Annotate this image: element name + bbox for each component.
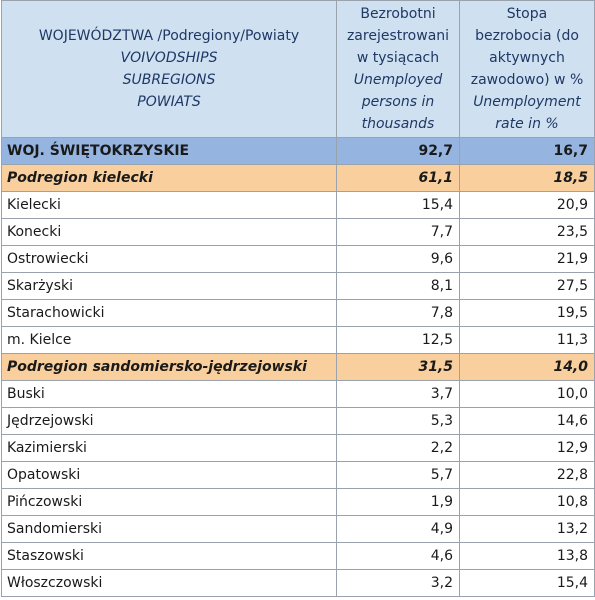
table-row: [2, 462, 595, 489]
unemployed-cell: 4,6: [337, 543, 460, 570]
table-row: [2, 246, 595, 273]
unemployed-cell: 5,7: [337, 462, 460, 489]
unemployed-cell: 4,9: [337, 516, 460, 543]
rate-cell: 21,9: [460, 246, 595, 273]
table-row: [2, 327, 595, 354]
region-name-cell: Podregion sandomiersko-jędrzejowski: [2, 354, 337, 381]
table-row: [2, 219, 595, 246]
region-name-cell: Kazimierski: [2, 435, 337, 462]
header-rate-pl-1: Stopa: [506, 6, 548, 22]
table-row: [2, 354, 595, 381]
header-unemployed-pl-1: Bezrobotni: [360, 6, 436, 22]
region-name-cell: Kielecki: [2, 192, 337, 219]
rate-cell: 14,6: [460, 408, 595, 435]
rate-cell: 10,0: [460, 381, 595, 408]
unemployed-cell: 3,2: [337, 570, 460, 597]
unemployed-cell: 9,6: [337, 246, 460, 273]
region-name-cell: Buski: [2, 381, 337, 408]
header-unemployed-pl-3: w tysiącach: [356, 50, 440, 66]
header-unemployed-en-2: persons in: [361, 94, 435, 110]
region-name-cell: WOJ. ŚWIĘTOKRZYSKIE: [2, 138, 337, 165]
rate-cell: 27,5: [460, 273, 595, 300]
header-unemployed-en-3: thousands: [361, 116, 435, 132]
rate-cell: 16,7: [460, 138, 595, 165]
region-name-cell: Skarżyski: [2, 273, 337, 300]
header-region: [2, 1, 337, 138]
table-row: [2, 570, 595, 597]
rate-cell: 11,3: [460, 327, 595, 354]
region-name-cell: Starachowicki: [2, 300, 337, 327]
unemployed-cell: 15,4: [337, 192, 460, 219]
table-row: [2, 408, 595, 435]
header-rate-pl-3: aktywnych: [489, 50, 565, 66]
region-name-cell: Pińczowski: [2, 489, 337, 516]
rate-cell: 18,5: [460, 165, 595, 192]
rate-cell: 15,4: [460, 570, 595, 597]
header-region-en-1: VOIVODSHIPS: [120, 50, 218, 66]
rate-cell: 13,2: [460, 516, 595, 543]
header-rate-en-1: Unemployment: [473, 94, 581, 110]
table-row: [2, 435, 595, 462]
rate-cell: 23,5: [460, 219, 595, 246]
unemployed-cell: 12,5: [337, 327, 460, 354]
header-rate-pl-4: zawodowo) w %: [470, 72, 584, 88]
unemployed-cell: 31,5: [337, 354, 460, 381]
unemployed-cell: 5,3: [337, 408, 460, 435]
rate-cell: 22,8: [460, 462, 595, 489]
region-name-cell: Jędrzejowski: [2, 408, 337, 435]
table-header-row: [2, 1, 595, 138]
unemployed-cell: 1,9: [337, 489, 460, 516]
unemployed-cell: 7,8: [337, 300, 460, 327]
region-name-cell: Ostrowiecki: [2, 246, 337, 273]
header-rate-en-2: rate in %: [495, 116, 559, 132]
header-region-en-3: POWIATS: [137, 94, 201, 110]
region-name-cell: Konecki: [2, 219, 337, 246]
unemployed-cell: 3,7: [337, 381, 460, 408]
table-row: [2, 516, 595, 543]
table-row: [2, 138, 595, 165]
rate-cell: 10,8: [460, 489, 595, 516]
header-unemployed-pl-2: zarejestrowani: [346, 28, 450, 44]
rate-cell: 13,8: [460, 543, 595, 570]
rate-cell: 12,9: [460, 435, 595, 462]
rate-cell: 20,9: [460, 192, 595, 219]
region-name-cell: Podregion kielecki: [2, 165, 337, 192]
region-name-cell: Włoszczowski: [2, 570, 337, 597]
table-row: [2, 381, 595, 408]
unemployed-cell: 2,2: [337, 435, 460, 462]
rate-cell: 14,0: [460, 354, 595, 381]
table-row: [2, 192, 595, 219]
header-unemployed: [337, 1, 460, 138]
table-row: [2, 489, 595, 516]
header-rate: [460, 1, 595, 138]
region-name-cell: Opatowski: [2, 462, 337, 489]
table-row: [2, 273, 595, 300]
unemployed-cell: 8,1: [337, 273, 460, 300]
table-row: [2, 300, 595, 327]
region-name-cell: m. Kielce: [2, 327, 337, 354]
rate-cell: 19,5: [460, 300, 595, 327]
unemployed-cell: 61,1: [337, 165, 460, 192]
header-region-en-2: SUBREGIONS: [122, 72, 216, 88]
header-rate-pl-2: bezrobocia (do: [475, 28, 579, 44]
unemployed-cell: 7,7: [337, 219, 460, 246]
header-unemployed-en-1: Unemployed: [353, 72, 443, 88]
table-row: [2, 165, 595, 192]
unemployed-cell: 92,7: [337, 138, 460, 165]
table-row: [2, 543, 595, 570]
table-body: [2, 138, 595, 597]
region-name-cell: Sandomierski: [2, 516, 337, 543]
unemployment-table: [1, 0, 595, 597]
region-name-cell: Staszowski: [2, 543, 337, 570]
header-region-pl: WOJEWÓDZTWA /Podregiony/Powiaty: [38, 28, 300, 44]
